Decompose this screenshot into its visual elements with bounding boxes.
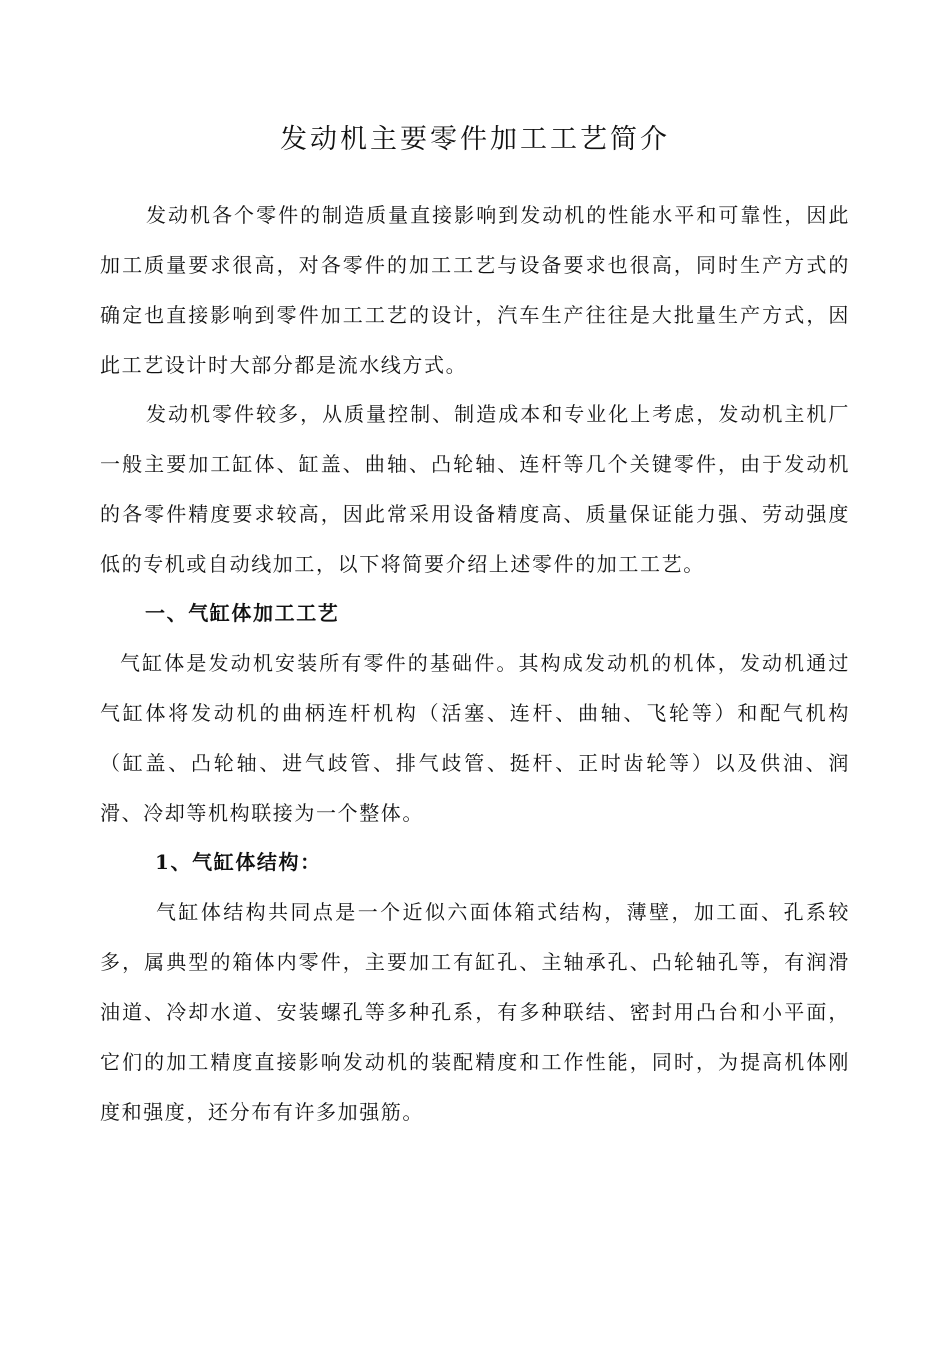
paragraph-cylinder-structure: 气缸体结构共同点是一个近似六面体箱式结构，薄壁，加工面、孔系较多，属典型的箱体内零件，主要加工有缸孔、主轴承孔、凸轮轴孔等，有润滑油道、冷却水道、安装螺孔等多种孔系，有多种联结、密封用凸台和小平面，它们的加工精度直接影响发动机的装配精度和工作性能，同时，为提高机体刚度和强度，还分布有许多加强筋。 (100, 900, 850, 1124)
subsection-heading-structure: 1、气缸体结构： (155, 850, 322, 874)
paragraph-intro: 发动机各个零件的制造质量直接影响到发动机的性能水平和可靠性，因此加工质量要求很高，对各零件的加工工艺与设备要求也很高，同时生产方式的确定也直接影响到零件加工工艺的设计，汽车生产往往是大批量生产方式，因此工艺设计时大部分都是流水线方式。 (100, 203, 850, 377)
paragraph-cylinder-block: 气缸体是发动机安装所有零件的基础件。其构成发动机的机体，发动机通过气缸体将发动机的曲柄连杆机构（活塞、连杆、曲轴、飞轮等）和配气机构（缸盖、凸轮轴、进气歧管、排气歧管、挺杆、正时齿轮等）以及供油、润滑、冷却等机构联接为一个整体。 (100, 651, 850, 825)
document-title: 发动机主要零件加工工艺简介 (280, 124, 670, 155)
section-heading-cylinder-block: 一、气缸体加工工艺 (145, 601, 340, 625)
paragraph-parts-overview: 发动机零件较多，从质量控制、制造成本和专业化上考虑，发动机主机厂一般主要加工缸体、缸盖、曲轴、凸轮轴、连杆等几个关键零件，由于发动机的各零件精度要求较高，因此常采用设备精度高、质量保证能力强、劳动强度低的专机或自动线加工，以下将简要介绍上述零件的加工工艺。 (100, 402, 850, 576)
